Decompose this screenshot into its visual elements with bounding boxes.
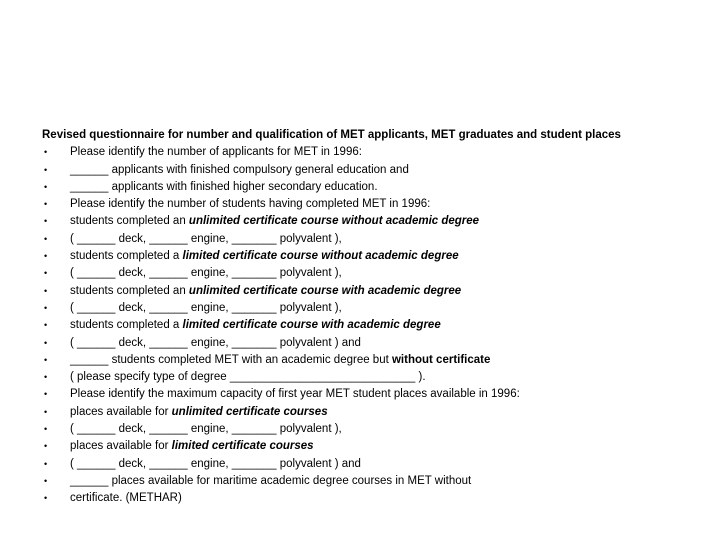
bullet-icon: •	[44, 285, 48, 296]
item-text: Please identify the maximum capacity of first year MET student places available in 1996:	[70, 388, 520, 401]
list-item	[42, 144, 702, 161]
item-emphasis: unlimited certificate courses	[171, 405, 328, 418]
item-text: ______ applicants with finished compulsory general education and	[70, 163, 409, 176]
bullet-icon: •	[44, 251, 48, 262]
item-emphasis: unlimited certificate course with academic degree	[188, 284, 462, 297]
list-item	[42, 179, 702, 196]
list-item	[42, 404, 702, 421]
list-item	[42, 352, 702, 369]
questionnaire-document	[42, 127, 702, 508]
list-item	[42, 438, 702, 455]
list-item	[42, 248, 702, 265]
list-item	[42, 317, 702, 334]
bullet-icon: •	[44, 389, 48, 400]
list-item	[42, 265, 702, 282]
bullet-icon: •	[44, 233, 48, 244]
bullet-icon: •	[44, 493, 48, 504]
item-emphasis: without certificate	[391, 353, 491, 366]
item-text: students completed a	[70, 250, 183, 263]
list-item	[42, 473, 702, 490]
bullet-icon: •	[44, 199, 48, 210]
item-text: ( ______ deck, ______ engine, _______ polyvalent ) and	[70, 336, 361, 349]
item-text: ( ______ deck, ______ engine, _______ polyvalent ),	[70, 301, 342, 314]
item-text: ______ students completed MET with an academic degree but	[70, 353, 392, 366]
item-text: Please identify the number of students having completed MET in 1996:	[70, 198, 431, 211]
list-item	[42, 162, 702, 179]
bullet-icon: •	[44, 181, 48, 192]
bullet-icon: •	[44, 164, 48, 175]
bullet-icon: •	[44, 337, 48, 348]
item-text: students completed an	[70, 215, 189, 228]
document-heading: Revised questionnaire for number and qualification of MET applicants, MET graduates and student places	[42, 129, 621, 141]
list-item	[42, 456, 702, 473]
item-emphasis: limited certificate course without academic degree	[182, 250, 459, 263]
item-emphasis: limited certificate courses	[171, 440, 314, 453]
bullet-icon: •	[44, 302, 48, 313]
bullet-icon: •	[44, 268, 48, 279]
list-item	[42, 490, 702, 507]
item-text: students completed a	[70, 319, 183, 332]
item-text: ______ applicants with finished higher secondary education.	[70, 180, 378, 193]
item-text: places available for	[70, 440, 172, 453]
bullet-icon: •	[44, 458, 48, 469]
list-item	[42, 300, 702, 317]
item-emphasis: unlimited certificate course without academic degree	[188, 215, 480, 228]
bullet-icon: •	[44, 372, 48, 383]
list-item	[42, 213, 702, 230]
bullet-icon: •	[44, 320, 48, 331]
bullet-icon: •	[44, 216, 48, 227]
bullet-icon: •	[44, 424, 48, 435]
item-text: Please identify the number of applicants for MET in 1996:	[70, 146, 362, 159]
list-item	[42, 196, 702, 213]
list-item	[42, 283, 702, 300]
item-text: ( ______ deck, ______ engine, _______ polyvalent ),	[70, 267, 342, 280]
bullet-icon: •	[44, 441, 48, 452]
item-text: ( ______ deck, ______ engine, _______ polyvalent ),	[70, 423, 342, 436]
bullet-icon: •	[44, 475, 48, 486]
item-text: certificate. (METHAR)	[70, 492, 182, 505]
list-item	[42, 231, 702, 248]
bullet-icon: •	[44, 354, 48, 365]
bullet-icon: •	[44, 406, 48, 417]
item-text: ______ places available for maritime academic degree courses in MET without	[70, 474, 472, 487]
bullet-icon: •	[44, 147, 48, 158]
item-text: ( ______ deck, ______ engine, _______ polyvalent ),	[70, 232, 342, 245]
item-text: ( ______ deck, ______ engine, _______ polyvalent ) and	[70, 457, 361, 470]
list-item	[42, 421, 702, 438]
item-text: ( please specify type of degree _____________________________ ).	[70, 371, 426, 384]
item-text: students completed an	[70, 284, 189, 297]
list-item	[42, 335, 702, 352]
questionnaire-list	[42, 144, 702, 507]
list-item	[42, 386, 702, 403]
list-item	[42, 369, 702, 386]
item-emphasis: limited certificate course with academic degree	[182, 319, 441, 332]
item-text: places available for	[70, 405, 172, 418]
